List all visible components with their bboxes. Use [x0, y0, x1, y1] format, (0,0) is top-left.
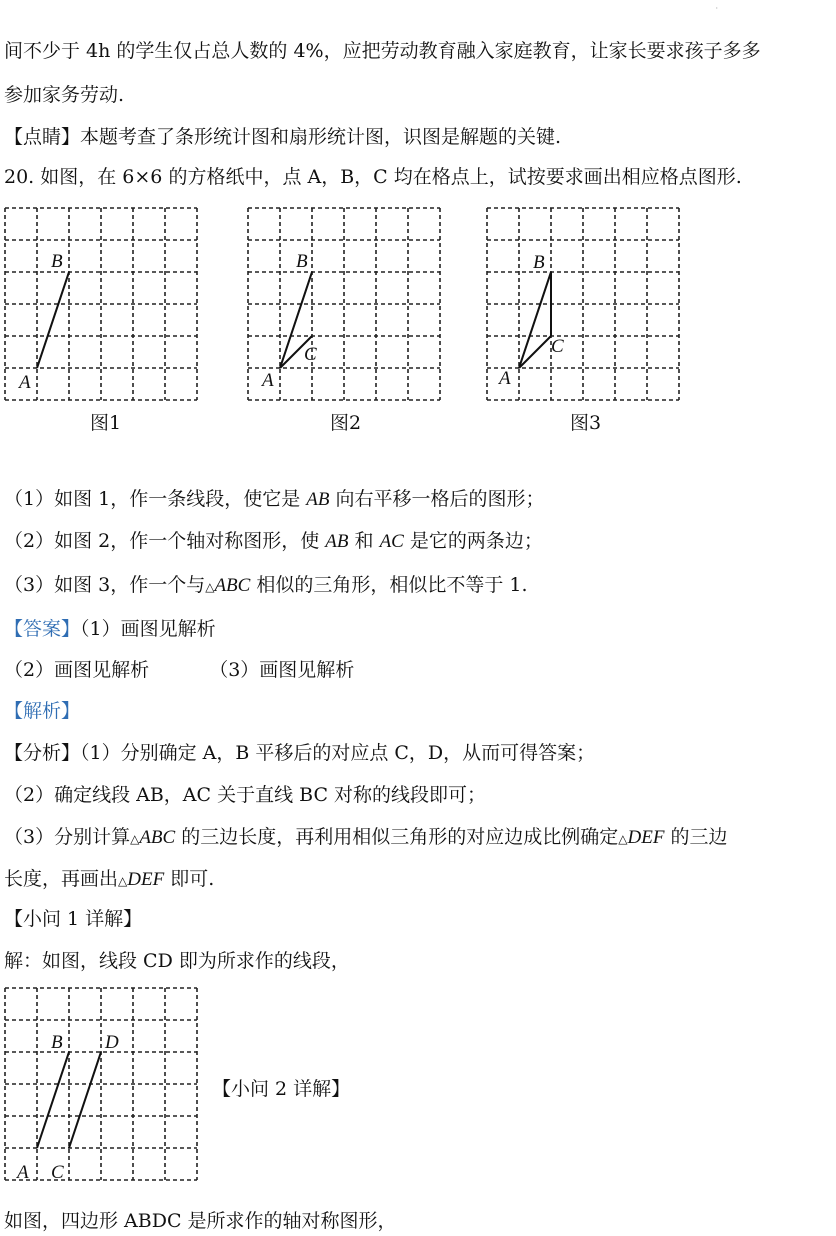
answer-tag: 【答案】	[4, 618, 81, 640]
q2-symbol-ab: AB	[325, 531, 349, 552]
subquestion-3	[4, 572, 528, 600]
corner-mark: ·	[715, 4, 718, 13]
stem-prefix: 20. 如图，在	[4, 166, 123, 188]
fig1-caption: 图1	[90, 412, 122, 434]
analysis-line-4	[4, 866, 214, 894]
fx3-symbol: ABC	[139, 827, 176, 848]
answer-3: （3）画图见解析	[209, 659, 355, 681]
q2-symbol-ac: AC	[379, 531, 404, 552]
fx4-symbol: DEF	[127, 869, 165, 890]
dianjing-line: 【点睛】本题考查了条形统计图和扇形统计图，识图是解题的关键.	[4, 126, 562, 148]
fx4-prefix: 长度，再画出	[4, 868, 119, 890]
q2-suffix: 是它的两条边；	[403, 530, 543, 552]
q3-prefix: （3）如图 3，作一个与	[4, 574, 206, 596]
fig3-segment-ab	[519, 272, 551, 368]
sol-label-a: A	[17, 1162, 29, 1183]
sol-segment-ab	[37, 1052, 69, 1148]
analysis-line-3	[4, 824, 727, 852]
text-line-2: 参加家务劳动.	[4, 84, 125, 106]
q3-triangle-sign: △	[205, 580, 215, 594]
fig3-label-a: A	[499, 368, 511, 389]
fig3-caption: 图3	[570, 412, 602, 434]
stem-suffix: 的方格纸中，点 A，B，C 均在格点上，试按要求画出相应格点图形.	[162, 166, 742, 188]
solution-1-line: 解：如图，线段 CD 即为所求作的线段，	[4, 950, 350, 972]
jiexi-tag: 【解析】	[4, 700, 81, 722]
grid-size: 6×6	[122, 166, 163, 188]
analysis-line-2: （2）确定线段 AB，AC 关于直线 BC 对称的线段即可；	[4, 784, 487, 806]
fx3-mid: 的三边长度，再利用相似三角形的对应边成比例确定	[175, 826, 619, 848]
fx3-suffix: 的三边	[664, 826, 728, 848]
figures-row	[0, 200, 836, 410]
q1-prefix: （1）如图 1，作一条线段，使它是	[4, 488, 307, 510]
sol-label-c: C	[51, 1162, 64, 1183]
fx3-symbol-2: DEF	[627, 827, 665, 848]
fig2-label-b: B	[296, 251, 308, 272]
fig1-segment-ab	[37, 272, 69, 368]
figure-1	[5, 208, 197, 400]
analysis-line-1: 【分析】（1）分别确定 A，B 平移后的对应点 C，D，从而可得答案；	[4, 742, 596, 764]
figure-3	[487, 208, 679, 400]
fx4-triangle-sign: △	[118, 874, 128, 888]
q3-suffix: 相似的三角形，相似比不等于 1.	[250, 574, 528, 596]
fig3-label-b: B	[533, 252, 545, 273]
figure-2	[248, 208, 440, 400]
answer-line	[4, 616, 216, 642]
q1-symbol: AB	[306, 489, 330, 510]
text-line-1: 间不少于 4h 的学生仅占总人数的 4%，应把劳动教育融入家庭教育，让家长要求孩子多多	[4, 40, 761, 62]
fig3-label-c: C	[551, 336, 564, 357]
question-20-stem	[4, 164, 742, 190]
subquestion-2	[4, 528, 543, 555]
q2-prefix: （2）如图 2，作一个轴对称图形，使	[4, 530, 326, 552]
subquestion-1-heading: 【小问 1 详解】	[4, 908, 143, 930]
final-line: 如图，四边形 ABDC 是所求作的轴对称图形，	[4, 1210, 397, 1232]
sol-segment-cd	[69, 1052, 101, 1148]
sol-label-b: B	[51, 1032, 63, 1053]
sol-label-d: D	[105, 1032, 119, 1053]
fig1-label-a: A	[19, 372, 31, 393]
fig2-caption: 图2	[330, 412, 362, 434]
fig1-label-b: B	[51, 251, 63, 272]
fx4-suffix: 即可.	[164, 868, 215, 890]
fig2-label-a: A	[262, 370, 274, 391]
solution-figure	[0, 980, 215, 1195]
answer-2: （2）画图见解析	[4, 659, 150, 681]
q3-symbol: ABC	[214, 575, 251, 596]
fx3-triangle-sign-2: △	[618, 832, 628, 846]
q2-mid: 和	[348, 530, 380, 552]
fx3-triangle-sign: △	[130, 832, 140, 846]
answer-line-2	[4, 657, 354, 683]
subquestion-1	[4, 486, 545, 513]
answer-1: （1）画图见解析	[80, 618, 216, 640]
q1-suffix: 向右平移一格后的图形；	[329, 488, 545, 510]
subquestion-2-heading: 【小问 2 详解】	[212, 1078, 351, 1100]
fx3-prefix: （3）分别计算	[4, 826, 131, 848]
fig2-label-c: C	[304, 344, 317, 365]
